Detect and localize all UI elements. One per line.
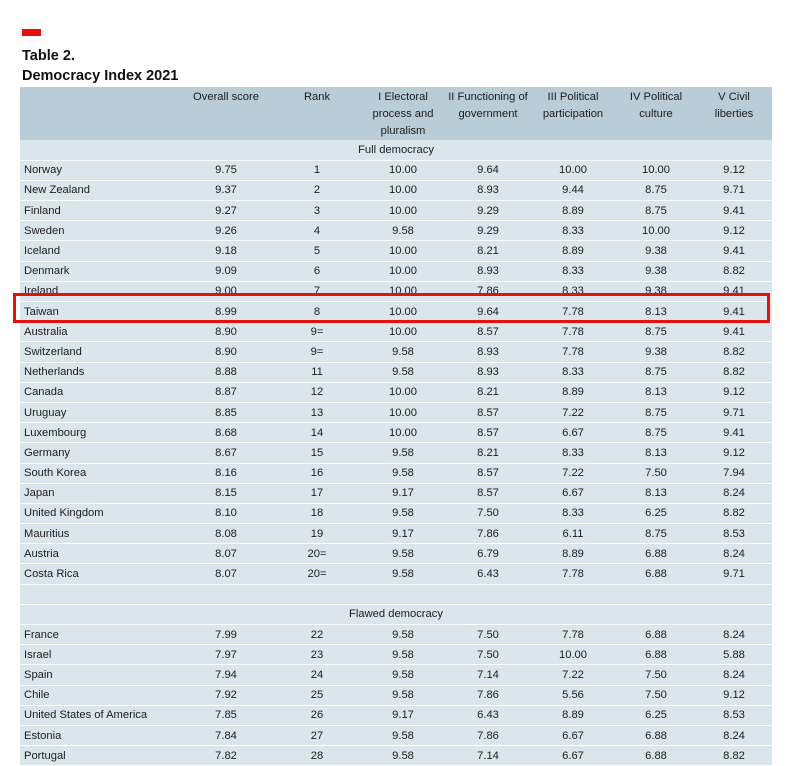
- cell-country: Norway: [24, 164, 62, 177]
- cell-overall: 8.85: [215, 406, 237, 419]
- section-title: Flawed democracy: [349, 608, 443, 621]
- table-row: [20, 160, 772, 180]
- cell-electoral: 9.58: [392, 547, 414, 560]
- cell-electoral: 9.58: [392, 689, 414, 702]
- cell-country: Iceland: [24, 245, 61, 258]
- cell-liberties: 9.71: [723, 184, 745, 197]
- cell-functioning: 8.57: [477, 487, 499, 500]
- cell-country: United States of America: [24, 709, 148, 722]
- cell-culture: 8.13: [645, 386, 667, 399]
- cell-rank: 27: [310, 729, 324, 742]
- header-participation-line2: participation: [542, 108, 604, 120]
- cell-participation: 7.78: [562, 325, 584, 338]
- cell-country: France: [24, 628, 59, 641]
- cell-overall: 7.82: [215, 749, 237, 762]
- cell-liberties: 8.82: [723, 345, 745, 358]
- header-culture-line1: IV Political: [629, 91, 683, 103]
- brand-flag-bar: [22, 29, 41, 36]
- cell-electoral: 10.00: [389, 305, 417, 318]
- cell-rank: 11: [311, 366, 323, 379]
- table-row: [20, 625, 772, 645]
- cell-overall: 7.84: [215, 729, 237, 742]
- cell-liberties: 9.12: [723, 224, 745, 237]
- cell-functioning: 7.86: [477, 285, 499, 298]
- cell-rank: 19: [310, 527, 324, 540]
- cell-culture: 9.38: [645, 285, 667, 298]
- cell-functioning: 8.21: [477, 446, 499, 459]
- cell-rank: 18: [310, 507, 324, 520]
- cell-culture: 10.00: [642, 164, 670, 177]
- cell-liberties: 7.94: [723, 467, 745, 480]
- cell-electoral: 9.17: [392, 709, 414, 722]
- cell-participation: 8.33: [562, 366, 584, 379]
- cell-overall: 8.15: [215, 487, 237, 500]
- table-title: Democracy Index 2021: [22, 68, 179, 84]
- cell-electoral: 9.58: [392, 729, 414, 742]
- cell-rank: 5: [313, 245, 321, 258]
- cell-overall: 7.97: [215, 648, 237, 661]
- cell-country: Switzerland: [24, 345, 82, 358]
- cell-country: Chile: [24, 689, 50, 702]
- header-electoral-line1: I Electoral: [378, 91, 428, 103]
- cell-culture: 8.13: [645, 446, 667, 459]
- table-body: [20, 140, 772, 766]
- cell-liberties: 9.12: [723, 386, 745, 399]
- table-row: [20, 544, 772, 564]
- cell-country: Ireland: [24, 285, 59, 298]
- table-row: [20, 746, 772, 766]
- cell-rank: 7: [313, 285, 321, 298]
- cell-overall: 8.68: [215, 426, 237, 439]
- cell-rank: 28: [310, 749, 324, 762]
- cell-liberties: 8.53: [723, 709, 745, 722]
- header-country: [20, 87, 178, 140]
- cell-electoral: 9.58: [392, 507, 414, 520]
- cell-country: Germany: [24, 446, 71, 459]
- header-functioning-line2: government: [458, 108, 518, 120]
- cell-participation: 7.78: [562, 305, 584, 318]
- cell-participation: 10.00: [559, 164, 587, 177]
- cell-electoral: 9.58: [392, 345, 414, 358]
- cell-participation: 8.89: [562, 245, 584, 258]
- cell-liberties: 8.24: [723, 668, 745, 681]
- cell-functioning: 7.86: [477, 689, 499, 702]
- cell-country: Mauritius: [24, 527, 70, 540]
- cell-liberties: 9.41: [723, 426, 745, 439]
- cell-electoral: 9.17: [392, 487, 414, 500]
- table-row: [20, 322, 772, 342]
- cell-country: Estonia: [24, 729, 62, 742]
- cell-electoral: 10.00: [389, 325, 417, 338]
- table-row: [20, 241, 772, 261]
- cell-electoral: 10.00: [389, 386, 417, 399]
- cell-overall: 9.75: [215, 164, 237, 177]
- cell-country: New Zealand: [24, 184, 90, 197]
- spacer-cell: [20, 584, 772, 604]
- table-row: [20, 382, 772, 402]
- cell-functioning: 7.50: [477, 648, 499, 661]
- cell-functioning: 8.93: [477, 366, 499, 379]
- cell-overall: 7.99: [215, 628, 237, 641]
- cell-electoral: 10.00: [389, 164, 417, 177]
- cell-country: South Korea: [24, 467, 87, 480]
- table-row: [20, 503, 772, 523]
- cell-overall: 8.99: [215, 305, 237, 318]
- cell-country: Denmark: [24, 265, 70, 278]
- cell-participation: 7.78: [562, 568, 584, 581]
- table-row: [20, 180, 772, 200]
- cell-functioning: 8.21: [477, 245, 499, 258]
- section-title: Full democracy: [358, 143, 434, 156]
- cell-liberties: 5.88: [723, 648, 745, 661]
- cell-electoral: 10.00: [389, 204, 417, 217]
- cell-rank: 16: [310, 467, 324, 480]
- cell-culture: 8.75: [645, 184, 667, 197]
- cell-country: Netherlands: [24, 366, 85, 379]
- cell-country: Japan: [24, 487, 55, 500]
- cell-liberties: 9.41: [723, 285, 745, 298]
- cell-participation: 8.89: [562, 204, 584, 217]
- cell-country: Spain: [24, 668, 53, 681]
- cell-rank: 25: [310, 689, 324, 702]
- cell-participation: 6.67: [562, 426, 584, 439]
- cell-electoral: 9.58: [392, 648, 414, 661]
- table-row: [20, 342, 772, 362]
- cell-rank: 6: [313, 265, 321, 278]
- cell-electoral: 9.58: [392, 366, 414, 379]
- cell-functioning: 8.57: [477, 467, 499, 480]
- cell-liberties: 9.41: [723, 245, 745, 258]
- cell-participation: 8.33: [562, 446, 584, 459]
- cell-culture: 9.38: [645, 345, 667, 358]
- cell-liberties: 9.71: [723, 406, 745, 419]
- header-functioning-line1: II Functioning of: [448, 91, 528, 103]
- cell-liberties: 8.53: [723, 527, 745, 540]
- cell-overall: 8.90: [215, 325, 237, 338]
- cell-liberties: 9.41: [723, 305, 745, 318]
- cell-culture: 9.38: [645, 245, 667, 258]
- cell-participation: 5.56: [562, 689, 584, 702]
- cell-participation: 8.33: [562, 507, 584, 520]
- cell-liberties: 9.71: [723, 568, 745, 581]
- table-row: [20, 685, 772, 705]
- cell-rank: 26: [310, 709, 324, 722]
- taiwan-highlight-box: [13, 293, 770, 323]
- header-electoral: [360, 87, 446, 140]
- cell-culture: 6.88: [645, 568, 667, 581]
- cell-liberties: 8.82: [723, 749, 745, 762]
- table-row: [20, 483, 772, 503]
- cell-culture: 8.75: [645, 406, 667, 419]
- cell-functioning: 9.29: [477, 224, 499, 237]
- cell-liberties: 8.82: [723, 507, 745, 520]
- cell-rank: 2: [313, 184, 321, 197]
- cell-rank: 20=: [307, 568, 327, 581]
- cell-participation: 8.33: [562, 224, 584, 237]
- cell-liberties: 9.41: [723, 325, 745, 338]
- cell-culture: 6.25: [645, 507, 667, 520]
- cell-functioning: 9.64: [477, 305, 499, 318]
- cell-culture: 8.13: [645, 487, 667, 500]
- cell-participation: 6.67: [562, 729, 584, 742]
- cell-functioning: 9.64: [477, 164, 499, 177]
- cell-culture: 8.13: [645, 305, 667, 318]
- cell-rank: 23: [310, 648, 324, 661]
- cell-functioning: 7.50: [477, 628, 499, 641]
- cell-participation: 8.89: [562, 386, 584, 399]
- cell-functioning: 8.93: [477, 265, 499, 278]
- cell-country: Austria: [24, 547, 59, 560]
- cell-culture: 8.75: [645, 366, 667, 379]
- cell-electoral: 9.17: [392, 527, 414, 540]
- cell-rank: 3: [313, 204, 321, 217]
- table-number: Table 2.: [22, 48, 75, 64]
- header-electoral-line3: pluralism: [380, 125, 426, 137]
- cell-participation: 7.22: [562, 668, 584, 681]
- cell-overall: 8.07: [215, 568, 237, 581]
- header-row: [20, 87, 772, 140]
- cell-culture: 8.75: [645, 426, 667, 439]
- cell-participation: 8.33: [562, 265, 584, 278]
- table-row: [20, 564, 772, 584]
- cell-rank: 15: [310, 446, 324, 459]
- cell-functioning: 8.57: [477, 426, 499, 439]
- cell-rank: 9=: [310, 325, 324, 338]
- header-participation-line1: III Political: [547, 91, 599, 103]
- cell-rank: 13: [310, 406, 324, 419]
- cell-rank: 20=: [307, 547, 327, 560]
- cell-culture: 6.88: [645, 729, 667, 742]
- cell-overall: 8.08: [215, 527, 237, 540]
- cell-participation: 7.22: [562, 406, 584, 419]
- cell-overall: 9.18: [215, 245, 237, 258]
- cell-functioning: 8.57: [477, 406, 499, 419]
- table-header: [20, 87, 772, 140]
- table-row: [20, 725, 772, 745]
- cell-functioning: 7.14: [477, 668, 499, 681]
- cell-country: Portugal: [24, 749, 66, 762]
- cell-rank: 4: [313, 224, 321, 237]
- cell-functioning: 7.14: [477, 749, 499, 762]
- cell-electoral: 10.00: [389, 265, 417, 278]
- cell-culture: 8.75: [645, 527, 667, 540]
- header-overall-score: Overall score: [193, 91, 259, 103]
- cell-overall: 9.27: [215, 204, 237, 217]
- cell-country: Uruguay: [24, 406, 67, 419]
- cell-electoral: 9.58: [392, 224, 414, 237]
- cell-liberties: 9.12: [723, 689, 745, 702]
- cell-culture: 10.00: [642, 224, 670, 237]
- table-row: [20, 261, 772, 281]
- table-row: [20, 645, 772, 665]
- democracy-index-table: [20, 87, 772, 766]
- cell-overall: 8.67: [215, 446, 237, 459]
- cell-country: Taiwan: [24, 305, 59, 318]
- table-row: [20, 665, 772, 685]
- cell-culture: 9.38: [645, 265, 667, 278]
- cell-participation: 7.78: [562, 628, 584, 641]
- cell-liberties: 9.12: [723, 446, 745, 459]
- cell-rank: 22: [310, 628, 324, 641]
- cell-participation: 10.00: [559, 648, 587, 661]
- cell-participation: 8.89: [562, 547, 584, 560]
- cell-functioning: 8.93: [477, 345, 499, 358]
- cell-overall: 8.90: [215, 345, 237, 358]
- cell-liberties: 9.12: [723, 164, 745, 177]
- cell-overall: 9.37: [215, 184, 237, 197]
- cell-culture: 7.50: [645, 467, 667, 480]
- cell-electoral: 10.00: [389, 245, 417, 258]
- header-culture: [616, 87, 696, 140]
- cell-participation: 6.67: [562, 749, 584, 762]
- cell-overall: 8.10: [215, 507, 237, 520]
- cell-culture: 6.88: [645, 547, 667, 560]
- cell-liberties: 9.41: [723, 204, 745, 217]
- cell-culture: 6.88: [645, 628, 667, 641]
- table-row: [20, 221, 772, 241]
- cell-participation: 8.33: [562, 285, 584, 298]
- cell-country: Australia: [24, 325, 68, 338]
- cell-rank: 17: [310, 487, 324, 500]
- cell-overall: 8.88: [215, 366, 237, 379]
- cell-functioning: 8.21: [477, 386, 499, 399]
- header-rank: Rank: [303, 91, 331, 103]
- cell-functioning: 8.57: [477, 325, 499, 338]
- cell-culture: 8.75: [645, 325, 667, 338]
- header-electoral-line2: process and: [372, 108, 434, 120]
- cell-country: United Kingdom: [24, 507, 104, 520]
- cell-overall: 8.16: [215, 467, 237, 480]
- cell-liberties: 8.24: [723, 729, 745, 742]
- cell-liberties: 8.82: [723, 366, 745, 379]
- table-row: [20, 201, 772, 221]
- cell-overall: 7.85: [215, 709, 237, 722]
- cell-functioning: 9.29: [477, 204, 499, 217]
- cell-culture: 6.88: [645, 648, 667, 661]
- cell-liberties: 8.82: [723, 265, 745, 278]
- cell-functioning: 7.86: [477, 527, 499, 540]
- cell-electoral: 9.58: [392, 446, 414, 459]
- cell-electoral: 9.58: [392, 749, 414, 762]
- cell-participation: 7.22: [562, 467, 584, 480]
- header-civil-liberties: V Civil liberties: [714, 91, 754, 120]
- cell-electoral: 10.00: [389, 285, 417, 298]
- cell-electoral: 9.58: [392, 467, 414, 480]
- cell-functioning: 6.43: [477, 568, 499, 581]
- table-caption: [22, 46, 178, 86]
- cell-electoral: 10.00: [389, 184, 417, 197]
- table-row: [20, 463, 772, 483]
- cell-liberties: 8.24: [723, 547, 745, 560]
- cell-electoral: 9.58: [392, 628, 414, 641]
- cell-overall: 9.26: [215, 224, 237, 237]
- section-header-row: [20, 140, 772, 160]
- cell-participation: 7.78: [562, 345, 584, 358]
- cell-country: Israel: [24, 648, 52, 661]
- cell-country: Costa Rica: [24, 568, 79, 581]
- cell-rank: 24: [310, 668, 324, 681]
- cell-functioning: 8.93: [477, 184, 499, 197]
- cell-rank: 9=: [310, 345, 324, 358]
- table-row: [20, 524, 772, 544]
- cell-culture: 7.50: [645, 689, 667, 702]
- table-row: [20, 423, 772, 443]
- cell-country: Luxembourg: [24, 426, 87, 439]
- cell-overall: 8.07: [215, 547, 237, 560]
- cell-culture: 6.88: [645, 749, 667, 762]
- cell-culture: 7.50: [645, 668, 667, 681]
- table-row: [20, 362, 772, 382]
- cell-rank: 1: [313, 164, 321, 177]
- cell-liberties: 8.24: [723, 628, 745, 641]
- section-spacer-row: [20, 584, 772, 604]
- cell-rank: 14: [310, 426, 324, 439]
- cell-functioning: 6.79: [477, 547, 499, 560]
- table-row: [20, 705, 772, 725]
- cell-overall: 8.87: [215, 386, 237, 399]
- cell-overall: 9.00: [215, 285, 237, 298]
- cell-functioning: 7.50: [477, 507, 499, 520]
- cell-functioning: 7.86: [477, 729, 499, 742]
- cell-culture: 6.25: [645, 709, 667, 722]
- cell-overall: 9.09: [215, 265, 237, 278]
- cell-participation: 9.44: [562, 184, 584, 197]
- cell-participation: 6.11: [562, 527, 584, 540]
- cell-culture: 8.75: [645, 204, 667, 217]
- header-functioning: [446, 87, 530, 140]
- cell-rank: 8: [313, 305, 321, 318]
- cell-country: Finland: [24, 204, 61, 217]
- cell-electoral: 9.58: [392, 668, 414, 681]
- cell-overall: 7.94: [215, 668, 237, 681]
- cell-country: Sweden: [24, 224, 65, 237]
- cell-electoral: 10.00: [389, 406, 417, 419]
- cell-electoral: 9.58: [392, 568, 414, 581]
- cell-liberties: 8.24: [723, 487, 745, 500]
- cell-participation: 8.89: [562, 709, 584, 722]
- section-header-row: [20, 604, 772, 624]
- cell-rank: 12: [310, 386, 324, 399]
- table-row: [20, 402, 772, 422]
- header-culture-line2: culture: [639, 108, 673, 120]
- cell-functioning: 6.43: [477, 709, 499, 722]
- cell-participation: 6.67: [562, 487, 584, 500]
- header-participation: [530, 87, 616, 140]
- cell-overall: 7.92: [215, 689, 237, 702]
- table-row: [20, 443, 772, 463]
- cell-electoral: 10.00: [389, 426, 417, 439]
- cell-country: Canada: [24, 386, 64, 399]
